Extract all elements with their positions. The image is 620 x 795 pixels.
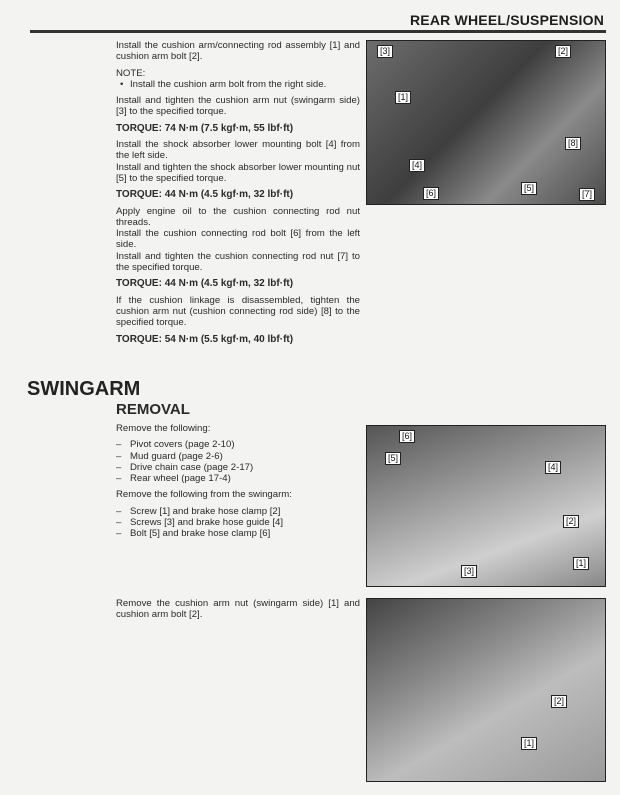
torque-spec: TORQUE: 44 N·m (4.5 kgf·m, 32 lbf·ft)	[116, 278, 294, 290]
callout: [7]	[579, 188, 595, 201]
paragraph: Remove the cushion arm nut (swingarm side) [1] and cushion arm bolt [2].	[116, 598, 360, 621]
paragraph: Apply engine oil to the cushion connecting rod nut threads.	[116, 205, 360, 228]
torque-spec: TORQUE: 44 N·m (4.5 kgf·m, 32 lbf·ft)	[116, 189, 294, 201]
callout: [3]	[377, 45, 393, 58]
callout: [6]	[399, 430, 415, 443]
install-instructions	[116, 40, 360, 350]
note-label: NOTE:	[116, 67, 146, 79]
list-item: – Pivot covers (page 2-10)	[116, 439, 360, 450]
list-item: – Screw [1] and brake hose clamp [2]	[116, 506, 360, 517]
paragraph: Remove the following:	[116, 423, 211, 434]
paragraph: Remove the following from the swingarm:	[116, 489, 292, 501]
callout: [4]	[409, 159, 425, 172]
callout: [2]	[551, 695, 567, 708]
note-item: • Install the cushion arm bolt from the right side.	[116, 79, 360, 90]
torque-spec: TORQUE: 54 N·m (5.5 kgf·m, 40 lbf·ft)	[116, 333, 294, 345]
list-item: – Mud guard (page 2-6)	[116, 451, 360, 462]
removal-step	[116, 598, 360, 626]
paragraph: Install the shock absorber lower mounting bolt [4] from the left side.	[116, 139, 360, 162]
callout: [2]	[563, 515, 579, 528]
paragraph: Install and tighten the cushion arm nut (swingarm side) [3] to the specified torque.	[116, 95, 360, 118]
brake-hose-photo	[366, 425, 606, 587]
subsection-title: REMOVAL	[116, 401, 190, 418]
callout: [5]	[385, 452, 401, 465]
callout: [5]	[521, 182, 537, 195]
cushion-linkage-photo	[366, 40, 606, 205]
paragraph: Install the cushion connecting rod bolt [6] from the left side.	[116, 228, 360, 251]
removal-instructions	[116, 423, 360, 545]
callout: [3]	[461, 565, 477, 578]
callout: [8]	[565, 137, 581, 150]
callout: [4]	[545, 461, 561, 474]
section-title: SWINGARM	[27, 378, 141, 400]
list-item: – Drive chain case (page 2-17)	[116, 462, 360, 473]
paragraph: Install and tighten the cushion connecting rod nut [7] to the specified torque.	[116, 250, 360, 274]
list-item: – Bolt [5] and brake hose clamp [6]	[116, 528, 360, 539]
torque-spec: TORQUE: 74 N·m (7.5 kgf·m, 55 lbf·ft)	[116, 122, 294, 134]
paragraph: Install and tighten the shock absorber lower mounting nut [5] to the specified torque.	[116, 161, 360, 184]
cushion-arm-photo	[366, 598, 606, 782]
paragraph: Install the cushion arm/connecting rod assembly [1] and cushion arm bolt [2].	[116, 40, 360, 63]
section-header: REAR WHEEL/SUSPENSION	[410, 12, 604, 28]
callout: [6]	[423, 187, 439, 200]
list-item: – Screws [3] and brake hose guide [4]	[116, 517, 360, 528]
callout: [1]	[573, 557, 589, 570]
callout: [1]	[521, 737, 537, 750]
paragraph: If the cushion linkage is disassembled, tighten the cushion arm nut (cushion connecting rod side) [8] to the specified torque.	[116, 294, 360, 329]
callout: [2]	[555, 45, 571, 58]
list-item: – Rear wheel (page 17-4)	[116, 473, 360, 484]
header-rule	[30, 30, 606, 33]
callout: [1]	[395, 91, 411, 104]
